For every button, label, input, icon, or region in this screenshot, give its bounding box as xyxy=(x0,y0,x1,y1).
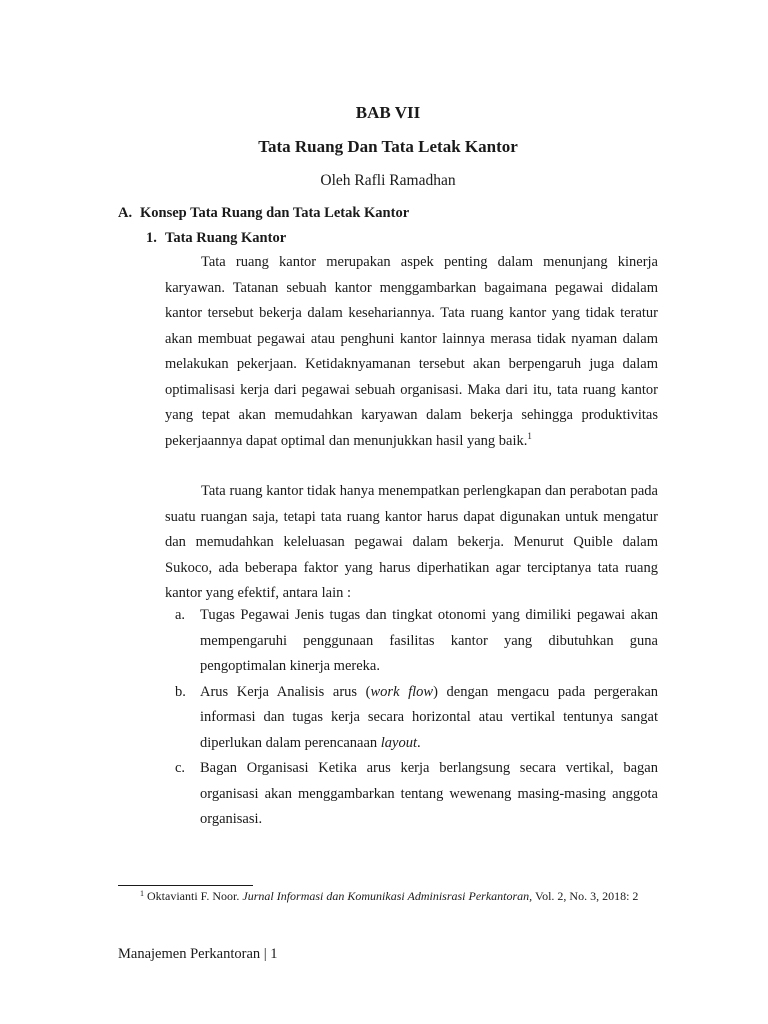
paragraph-2: Tata ruang kantor tidak hanya menempatkan perlengkapan dan perabotan pada suatu ruangan saja, tetapi tata ruang kantor harus dapat digunakan untuk mengatur dan memudahkan keleluasan pegawai dalam bekerja. Menurut Quible dalam Sukoco, ada beberapa faktor yang harus diperhatikan agar terciptanya tata ruang kantor yang efektif, antara lain : xyxy=(165,483,658,601)
italic-term: work flow xyxy=(370,683,434,700)
list-marker: b. xyxy=(175,683,186,700)
list-item-text: Tugas Pegawai Jenis tugas dan tingkat otonomi yang dimiliki pegawai akan mempengaruhi penggunaan fasilitas kantor yang dibutuhkan guna pengoptimalan kinerja mereka. xyxy=(200,607,658,674)
section-label: A. xyxy=(118,205,133,221)
subsection-title: Tata Ruang Kantor xyxy=(165,230,287,246)
subsection-heading xyxy=(146,230,286,247)
list-item-text: Arus Kerja Analisis arus ( xyxy=(200,683,371,700)
factor-list xyxy=(175,603,658,833)
footnote-number: 1 xyxy=(140,889,144,898)
list-item xyxy=(175,680,658,757)
footnote xyxy=(140,889,658,904)
list-item xyxy=(175,603,658,680)
list-item-text: Bagan Organisasi Ketika arus kerja berlangsung secara vertikal, bagan organisasi akan menggambarkan tentang wewenang masing-masing anggota organisasi. xyxy=(200,760,658,827)
list-marker: c. xyxy=(175,760,186,776)
list-item-text: ) dengan mengacu pada pergerakan informasi dan tugas kerja secara horizontal atau vertikal tentunya sangat diperlukan dalam perencanaan xyxy=(200,683,659,751)
subsection-label: 1. xyxy=(146,230,157,246)
chapter-heading: BAB VII xyxy=(355,103,421,122)
author-line: Oleh Rafli Ramadhan xyxy=(320,172,456,189)
footnote-details: Vol. 2, No. 3, 2018: 2 xyxy=(534,889,639,903)
page-footer: Manajemen Perkantoran | 1 xyxy=(118,946,278,962)
italic-term: layout xyxy=(380,734,418,751)
section-title: Konsep Tata Ruang dan Tata Letak Kantor xyxy=(140,205,410,221)
list-item-text: . xyxy=(417,734,421,751)
section-heading xyxy=(118,205,409,222)
list-item xyxy=(175,756,658,833)
footnote-author: Oktavianti F. Noor. xyxy=(147,889,240,903)
paragraph-1 xyxy=(165,250,658,454)
paragraph-1-text: Tata ruang kantor merupakan aspek penting dalam menunjang kinerja karyawan. Tatanan sebuah kantor menggambarkan bagaimana pegawai didalam kantor tersebut bekerja dalam kesehariannya. Tata ruang kantor yang tidak teratur akan membuat pegawai atau penghuni kantor lainnya merasa tidak nyaman dalam melakukan pekerjaan. Ketidaknyamanan tersebut akan berpengaruh juga dalam optimalisasi kerja dari pegawai sebuah organisasi. Maka dari itu, tata ruang kantor yang tepat akan memudahkan karyawan dalam bekerja sehingga produktivitas pekerjaannya dapat optimal dan menunjukkan hasil yang baik. xyxy=(165,254,658,449)
footnote-journal: Jurnal Informasi dan Komunikasi Adminisrasi Perkantoran, xyxy=(242,889,533,903)
footnote-separator xyxy=(118,885,253,886)
list-marker: a. xyxy=(175,607,186,623)
chapter-title: Tata Ruang Dan Tata Letak Kantor xyxy=(258,137,518,156)
footnote-reference: 1 xyxy=(527,430,532,441)
